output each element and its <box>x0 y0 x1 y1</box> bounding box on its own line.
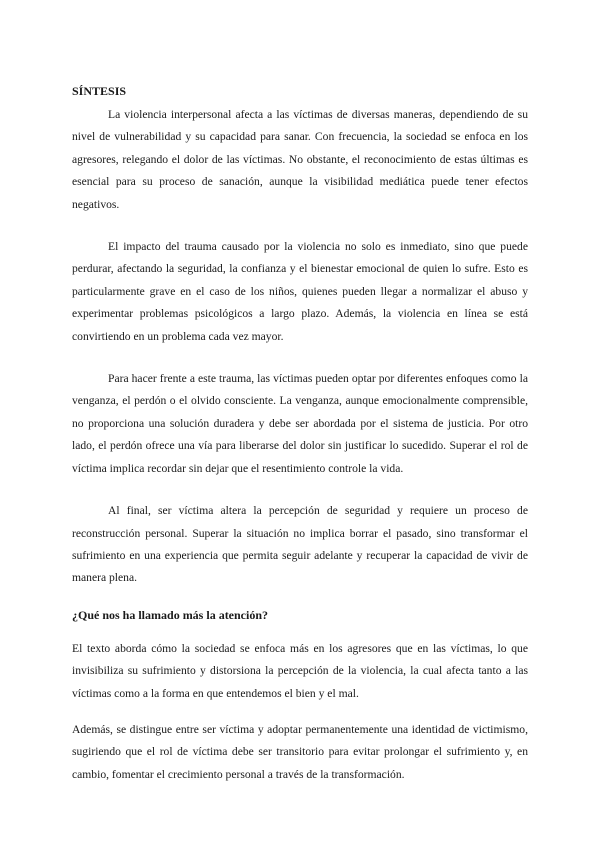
section-title-atencion: ¿Qué nos ha llamado más la atención? <box>72 607 269 622</box>
sintesis-paragraph-2: El impacto del trauma causado por la violencia no solo es inmediato, sino que puede perdurar, afectando la seguridad, la confianza y el bienestar emocional de quien lo sufre. Esto es particularmente grave en el caso de los niños, quienes pueden llegar a normalizar el abuso y experimentar problemas psicológicos a largo plazo. Además, la violencia en línea se está convirtiendo en un problema cada vez mayor. <box>72 240 528 343</box>
section-title-sintesis: SÍNTESIS <box>72 84 127 98</box>
sintesis-paragraph-1: La violencia interpersonal afecta a las víctimas de diversas maneras, dependiendo de su nivel de vulnerabilidad y su capacidad para sanar. Con frecuencia, la sociedad se enfoca en los agresores, relegando el dolor de las víctimas. No obstante, el reconocimiento de estas últimas es esencial para su proceso de sanación, aunque la visibilidad mediática puede tener efectos negativos. <box>72 108 528 211</box>
document-page <box>72 80 528 786</box>
sintesis-paragraph-4: Al final, ser víctima altera la percepción de seguridad y requiere un proceso de reconstrucción personal. Superar la situación no implica borrar el pasado, sino transformar el sufrimiento en una experiencia que permita seguir adelante y recuperar la capacidad de vivir de manera plena. <box>72 504 528 585</box>
sintesis-paragraph-3: Para hacer frente a este trauma, las víctimas pueden optar por diferentes enfoques como la venganza, el perdón o el olvido consciente. La venganza, aunque emocionalmente comprensible, no proporciona una solución duradera y debe ser abordada por el sistema de justicia. Por otro lado, el perdón ofrece una vía para liberarse del dolor sin justificar lo sucedido. Superar el rol de víctima implica recordar sin dejar que el resentimiento controle la vida. <box>72 372 528 475</box>
atencion-paragraph-1: El texto aborda cómo la sociedad se enfoca más en los agresores que en las víctimas, lo que invisibiliza su sufrimiento y distorsiona la percepción de la violencia, la cual afecta tanto a las víctimas como a la forma en que entendemos el bien y el mal. <box>72 641 528 700</box>
atencion-paragraph-2: Además, se distingue entre ser víctima y adoptar permanentemente una identidad de victimismo, sugiriendo que el rol de víctima debe ser transitorio para evitar prolongar el sufrimiento y, en cambio, fomentar el crecimiento personal a través de la transformación. <box>72 722 528 781</box>
